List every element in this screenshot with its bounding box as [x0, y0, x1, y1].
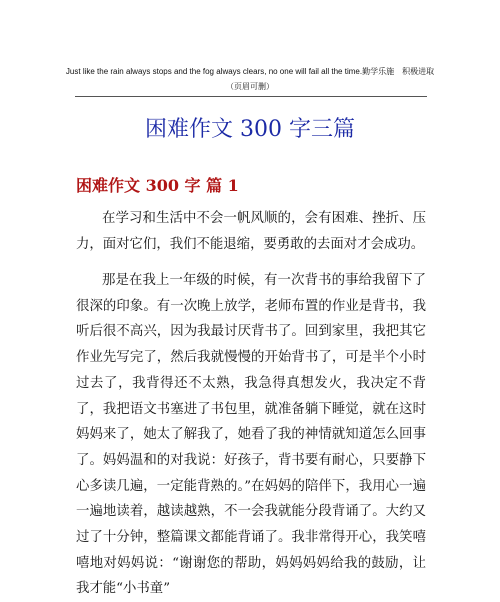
paragraph-2: 那是在我上一年级的时候，有一次背书的事给我留下了很深的印象。有一次晚上放学，老师布置的作业是背书，我听后很不高兴，因为我最讨厌背书了。回到家里，我把其它作业先写完了，然后我就慢慢的开始背书了，可是半个小时过去了，我背得还不太熟，我急得真想发火，我决定不背了，我把语文书塞进了书包里，就准备躺下睡觉，就在这时妈妈来了，她太了解我了，她看了我的神情就知道怎么回事了。妈妈温和的对我说：好孩子，背书要有耐心，只要静下心多读几遍，一定能背熟的。”在妈妈的陪伴下，我用心一遍一遍地读着，越读越熟，不一会我就能分段背诵了。大约又过了十分钟，整篇课文都能背诵了。我非常得开心，我笑嘻嘻地对妈妈说：“谢谢您的帮助，妈妈妈妈给我的鼓励，让我才能“小书童”	[76, 273, 426, 597]
page-header: Just like the rain always stops and the fog always clears, no one will fail all the time.勤学乐施 积极进取（页眉可删）	[65, 67, 435, 91]
header-divider	[75, 96, 427, 97]
paragraph-1: 在学习和生活中不会一帆风顺的，会有困难、挫折、压力，面对它们，我们不能退缩，要勇敢的去面对才会成功。	[76, 211, 426, 252]
section-heading: 困难作文 300 字 篇 1	[76, 176, 239, 195]
document-title: 困难作文 300 字三篇	[145, 117, 355, 142]
